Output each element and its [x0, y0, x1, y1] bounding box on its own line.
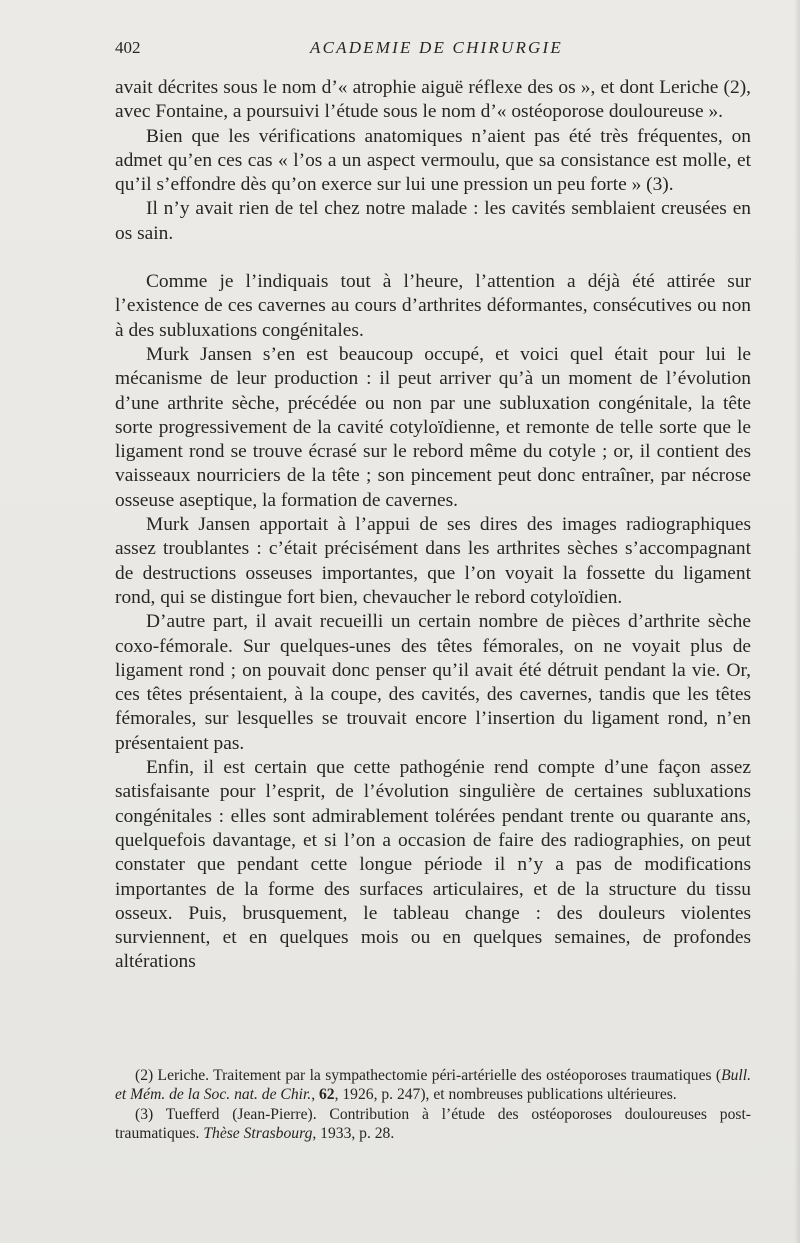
- footnotes: [115, 1066, 751, 1144]
- page-number: 402: [115, 38, 141, 57]
- paragraph: Murk Jansen apportait à l’appui de ses dires des images radiographiques assez troublantes : c’était précisément dans les arthrites sèches s’accompagnant de destructions osseuses importantes, que l’on voyait la fossette du ligament rond, qui se distingue fort bien, chevaucher le rebord cotyloïdien.: [115, 514, 751, 608]
- running-head: [115, 36, 751, 60]
- paragraph: Il n’y avait rien de tel chez notre malade : les cavités semblaient creusées en os sain.: [115, 198, 751, 244]
- footnote-2-suffix: , 1926, p. 247), et nombreuses publications ultérieures.: [334, 1086, 677, 1104]
- footnote-2-middle: ,: [311, 1086, 319, 1104]
- paragraph: Murk Jansen s’en est beaucoup occupé, et voici quel était pour lui le mécanisme de leur production : il peut arriver qu’à un moment de l’évolution d’une arthrite sèche, précédée ou non par une subluxation congénitale, la tête sorte progressivement de la cavité cotyloïdienne, et remonte de telle sorte que le ligament rond se trouve écrasé sur le rebord même du cotyle ; or, il contient des vaisseaux nourriciers de la tête ; son pincement peut donc entraîner, par nécrose osseuse aseptique, la formation de cavernes.: [115, 343, 751, 511]
- paragraph: Bien que les vérifications anatomiques n’aient pas été très fréquentes, on admet qu’en ces cas « l’os a un aspect vermoulu, que sa consistance est molle, et qu’il s’effondre dès qu’on exerce sur lui une pression un peu forte » (3).: [115, 125, 751, 196]
- paragraph: Enfin, il est certain que cette pathogénie rend compte d’une façon assez satisfaisante pour l’esprit, de l’évolution singulière de certaines subluxations congénitales : elles sont admirablement tolérées pendant trente ou quarante ans, quelquefois davantage, et si l’on a occasion de faire des radiographies, on peut constater que pendant cette longue période il n’y a pas de modifications importantes de la forme des surfaces articulaires, et de la structure du tissu osseux. Puis, brusquement, le tableau change : des douleurs violentes surviennent, et en quelques mois ou en quelques semaines, de profondes altérations: [115, 757, 751, 973]
- footnote-3-prefix: (3) Tuefferd (Jean-Pierre). Contribution à l’étude des ostéoporoses douloureuses post-traumatiques.: [115, 1105, 751, 1143]
- paragraph: D’autre part, il avait recueilli un certain nombre de pièces d’arthrite sèche coxo-fémorale. Sur quelques-unes des têtes fémorales, on ne voyait plus de ligament rond ; on pouvait donc penser qu’il avait été détruit pendant la vie. Or, ces têtes présentaient, à la coupe, des cavités, des cavernes, tandis que les têtes fémorales, sur lesquelles se trouvait encore l’insertion du ligament rond, n’en présentaient pas.: [115, 611, 751, 754]
- footnote-2-volume: 62: [318, 1086, 335, 1104]
- footnote-2-prefix: (2) Leriche. Traitement par la sympathectomie péri-artérielle des ostéoporoses traumatiques (: [135, 1067, 722, 1084]
- paragraph-continuation: avait décrites sous le nom d’« atrophie aiguë réflexe des os », et dont Leriche (2), avec Fontaine, a poursuivi l’étude sous le nom d’« ostéoporose douloureuse ».: [115, 77, 751, 123]
- paragraph: Comme je l’indiquais tout à l’heure, l’attention a déjà été attirée sur l’existence de ces cavernes au cours d’arthrites déformantes, consécutives ou non à des subluxations congénitales.: [115, 271, 751, 341]
- footnote-2: [115, 1066, 751, 1105]
- body-text: [115, 76, 751, 975]
- footnote-2-source: Bull. et Mém. de la Soc. nat. de Chir.: [115, 1067, 751, 1104]
- footnote-3-source: Thèse Strasbourg: [203, 1125, 313, 1143]
- journal-title: ACADEMIE DE CHIRURGIE: [310, 38, 563, 57]
- footnote-3: [115, 1105, 751, 1144]
- page-edge-shadow: [794, 0, 800, 1243]
- footnote-3-suffix: , 1933, p. 28.: [312, 1125, 395, 1143]
